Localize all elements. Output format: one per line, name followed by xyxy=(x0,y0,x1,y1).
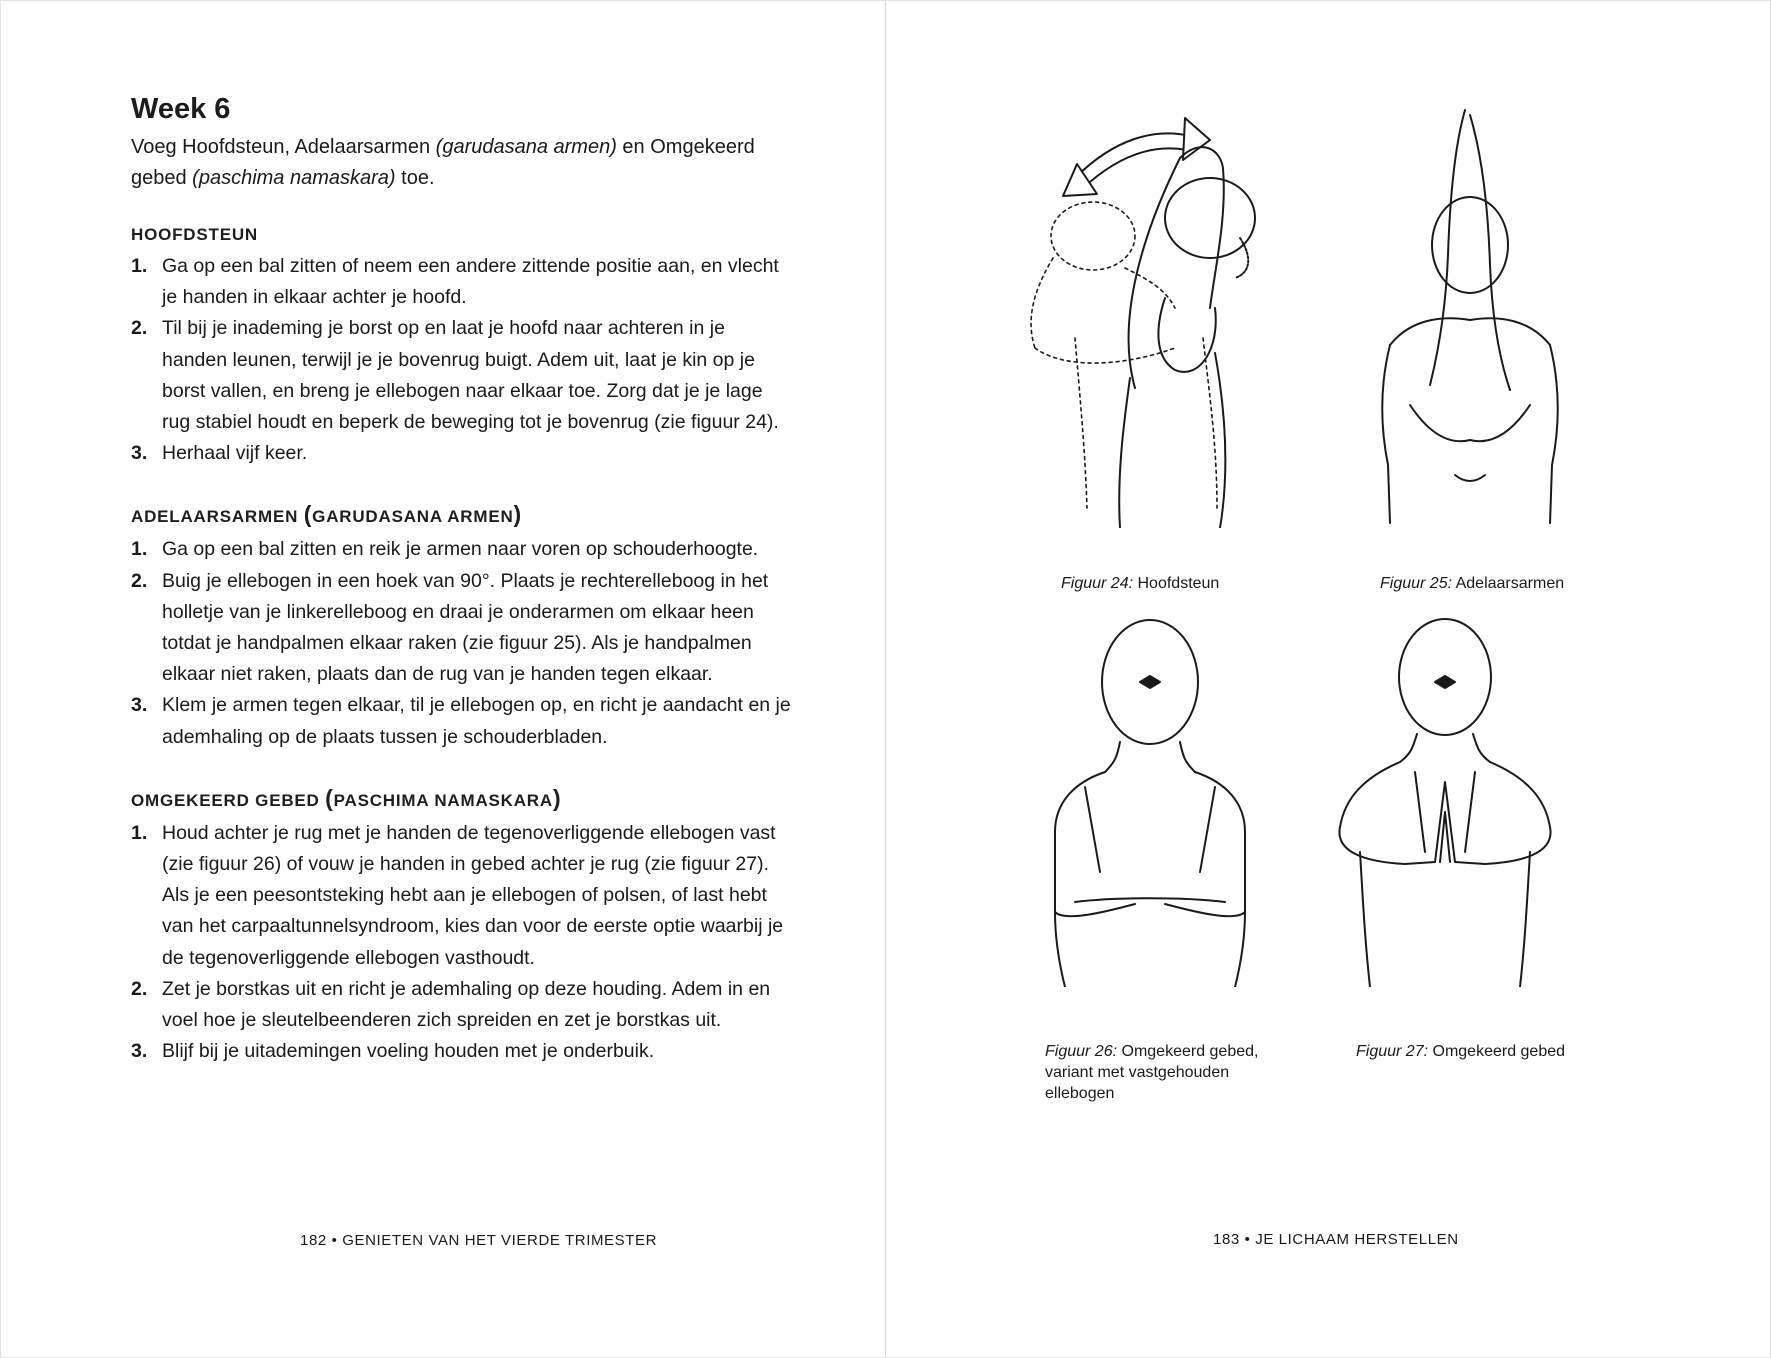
caption-label: Figuur 26: xyxy=(1045,1043,1118,1060)
step-number: 1. xyxy=(131,538,148,561)
left-page-content xyxy=(131,93,791,1099)
heading-main: OMGEKEERD GEBED xyxy=(131,790,326,810)
step-text: Klem je armen tegen elkaar, til je ellebogen op, en richt je aandacht en je ademhaling op de plaats tussen je schouderbladen. xyxy=(162,694,791,748)
step-text: Herhaal vijf keer. xyxy=(162,442,308,465)
list-item xyxy=(131,818,791,974)
steps-hoofdsteun xyxy=(131,251,791,469)
steps-adelaarsarmen xyxy=(131,534,791,752)
caption-title: variant met vastgehouden xyxy=(1045,1064,1230,1081)
intro-paragraph xyxy=(131,132,781,194)
figure-27-illustration xyxy=(1325,612,1565,987)
step-text: Til bij je inademing je borst op en laat je hoofd naar achteren in je handen leunen, terwijl je je bovenrug buigt. Adem uit, laat je kin op je borst vallen, en breng je ellebogen naar elkaar toe. Zorg dat je je lage rug stabiel houdt en beperk de beweging tot je bovenrug (zie figuur 24). xyxy=(162,317,779,434)
step-number: 3. xyxy=(131,694,148,717)
step-number: 1. xyxy=(131,821,148,844)
folio-left: 182 • GENIETEN VAN HET VIERDE TRIMESTER xyxy=(300,1232,658,1249)
intro-italic-1: (garudasana armen) xyxy=(435,136,617,158)
step-text: Ga op een bal zitten en reik je armen naar voren op schouderhoogte. xyxy=(162,538,759,561)
step-text: Zet je borstkas uit en richt je ademhaling op deze houding. Adem in en voel hoe je sleutelbeenderen zich spreiden en zet je borstkas uit. xyxy=(162,977,771,1032)
caption-title: ellebogen xyxy=(1045,1085,1115,1102)
figure-25-caption xyxy=(1380,573,1564,594)
list-item xyxy=(131,690,791,752)
step-text: Houd achter je rug met je handen de tegenoverliggende ellebogen vast (zie figuur 26) of vouw je handen in gebed achter je rug (zie figuur 27). Als je een peesontsteking hebt aan je ellebogen of polsen, of last hebt van het carpaaltunnelsyndroom, kies dan voor de eerste optie waarbij je de tegenoverliggende ellebogen vasthoudt. xyxy=(162,821,784,969)
list-item xyxy=(131,251,791,313)
list-item xyxy=(131,313,791,438)
step-number: 2. xyxy=(131,317,148,340)
figure-25-illustration xyxy=(1370,105,1570,525)
list-item xyxy=(131,566,791,691)
caption-label: Figuur 24: xyxy=(1061,575,1134,592)
step-text: Blijf bij je uitademingen voeling houden met je onderbuik. xyxy=(162,1040,655,1063)
caption-title: Omgekeerd gebed xyxy=(1428,1043,1566,1060)
caption-title: Hoofdsteun xyxy=(1133,575,1220,592)
caption-label: Figuur 25: xyxy=(1380,575,1453,592)
figure-26-caption xyxy=(1045,1041,1305,1104)
section-heading-adelaarsarmen xyxy=(131,501,791,528)
list-item xyxy=(131,1036,791,1067)
step-text: Buig je ellebogen in een hoek van 90°. Plaats je rechterelleboog in het holletje van je linkerelleboog en draai je onderarmen om elkaar heen totdat je handpalmen elkaar raken (zie figuur 25). Als je handpalmen elkaar niet raken, plaats dan de rug van je handen tegen elkaar. xyxy=(162,569,769,686)
step-number: 3. xyxy=(131,1040,148,1063)
caption-title: Adelaarsarmen xyxy=(1452,575,1565,592)
intro-text-3: toe. xyxy=(395,167,435,189)
heading-paren-close: ) xyxy=(513,501,523,528)
caption-title: Omgekeerd gebed, xyxy=(1117,1043,1259,1060)
intro-text-2: en Omgekeerd gebed xyxy=(131,136,755,189)
list-item xyxy=(131,534,791,565)
folio-right: 183 • JE LICHAAM HERSTELLEN xyxy=(1213,1231,1459,1248)
week-title: Week 6 xyxy=(131,93,231,125)
list-item xyxy=(131,438,791,469)
figure-24-illustration xyxy=(1005,108,1335,528)
step-text: Ga op een bal zitten of neem een andere zittende positie aan, en vlecht je handen in elkaar achter je hoofd. xyxy=(162,255,779,309)
intro-italic-2: (paschima namaskara) xyxy=(192,167,396,189)
steps-omgekeerd-gebed xyxy=(131,818,791,1068)
step-number: 1. xyxy=(131,255,148,277)
heading-main: ADELAARSARMEN xyxy=(131,507,304,527)
heading-paren-open: ( xyxy=(325,784,334,811)
step-number: 2. xyxy=(131,977,148,1000)
heading-inner: GARUDASANA ARMEN xyxy=(312,507,514,527)
figure-26-illustration xyxy=(1045,612,1255,987)
intro-text-1: Voeg Hoofdsteun, Adelaarsarmen xyxy=(131,136,436,158)
step-number: 3. xyxy=(131,442,148,465)
section-heading-omgekeerd-gebed xyxy=(131,785,791,812)
step-number: 2. xyxy=(131,569,148,592)
heading-paren-close: ) xyxy=(552,784,562,811)
figure-24-caption xyxy=(1061,573,1219,594)
heading-inner: PASCHIMA NAMASKARA xyxy=(333,790,553,810)
list-item xyxy=(131,974,791,1036)
heading-paren-open: ( xyxy=(303,501,313,528)
caption-label: Figuur 27: xyxy=(1356,1043,1429,1060)
section-heading-hoofdsteun: HOOFDSTEUN xyxy=(131,225,258,244)
figure-27-caption xyxy=(1356,1041,1565,1062)
